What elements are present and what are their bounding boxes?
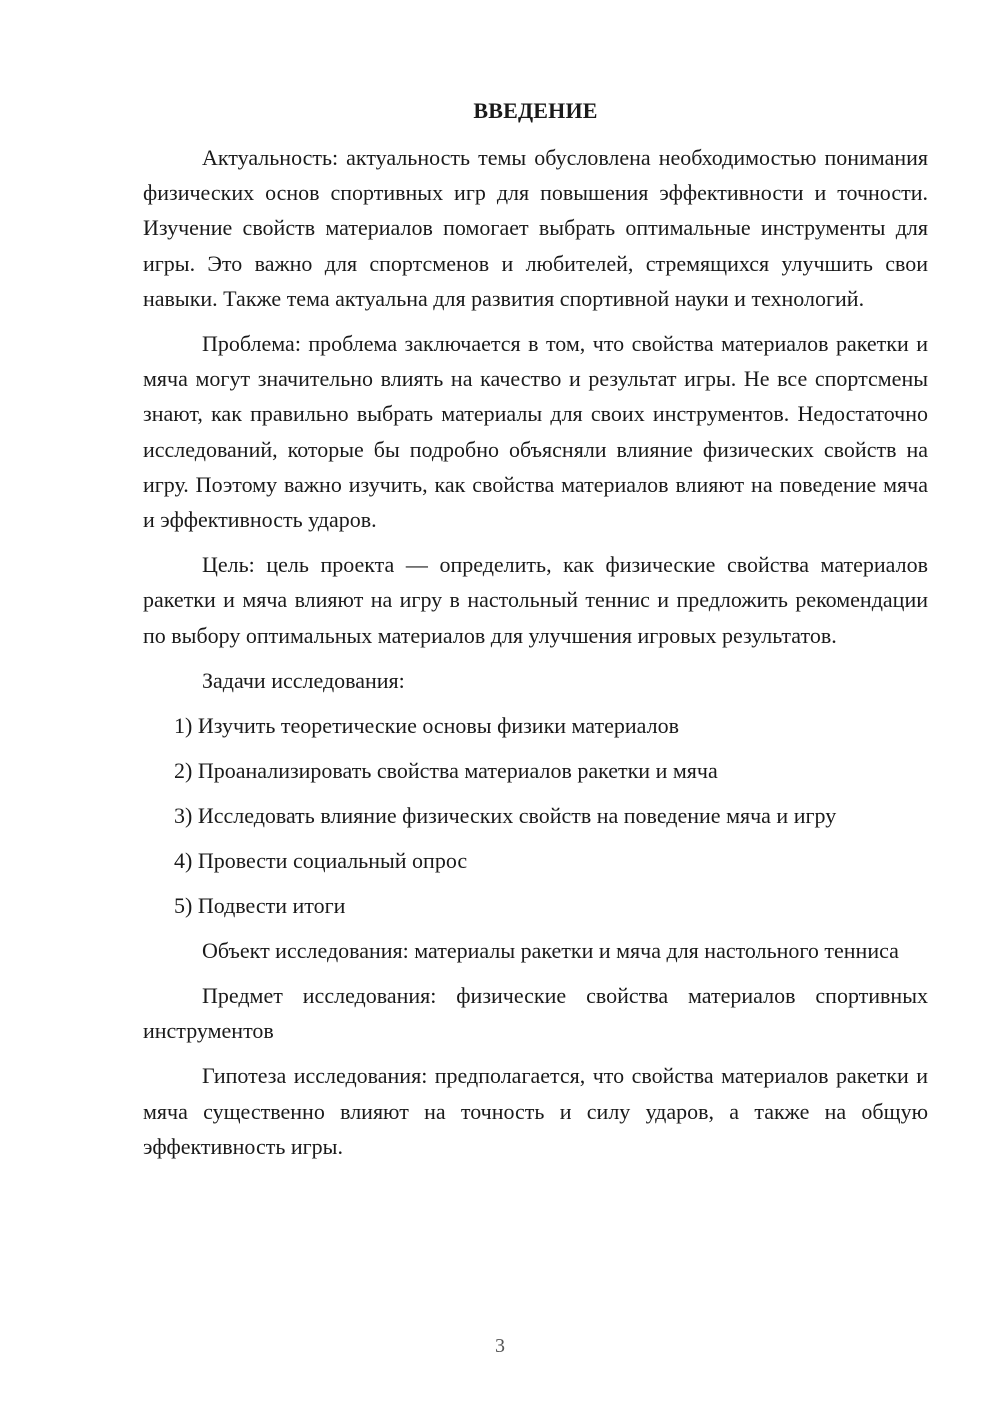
object-paragraph: Объект исследования: материалы ракетки и мяча для настольного тенниса bbox=[202, 937, 899, 963]
section-title: ВВЕДЕНИЕ bbox=[473, 98, 598, 123]
relevance-paragraph: Актуальность: актуальность темы обусловлена необходимостью понимания физических основ спортивных игр для повышения эффективности и точности. Изучение свойств материалов помогает выбрать оптимальные инструменты для игры. Это важно для спортсменов и любителей, стремящихся улучшить свои навыки. Также тема актуальна для развития спортивной науки и технологий. bbox=[143, 145, 928, 311]
goal-paragraph: Цель: цель проекта — определить, как физические свойства материалов ракетки и мяча влияют на игру в настольный теннис и предложить рекомендации по выбору оптимальных материалов для улучшения игровых результатов. bbox=[143, 552, 928, 648]
tasks-heading: Задачи исследования: bbox=[202, 667, 405, 693]
task-item: 4) Провести социальный опрос bbox=[174, 847, 468, 873]
task-item: 2) Проанализировать свойства материалов ракетки и мяча bbox=[174, 757, 718, 783]
subject-paragraph: Предмет исследования: физические свойства материалов спортивных инструментов bbox=[143, 983, 928, 1044]
task-list bbox=[143, 708, 928, 923]
document-page bbox=[143, 96, 928, 1174]
hypothesis-paragraph: Гипотеза исследования: предполагается, что свойства материалов ракетки и мяча существенно влияют на точность и силу ударов, а также на общую эффективность игры. bbox=[143, 1063, 928, 1159]
page-number: 3 bbox=[495, 1335, 505, 1357]
task-item: 3) Исследовать влияние физических свойств на поведение мяча и игру bbox=[174, 802, 837, 828]
task-item: 5) Подвести итоги bbox=[174, 892, 346, 918]
problem-paragraph: Проблема: проблема заключается в том, что свойства материалов ракетки и мяча могут значительно влиять на качество и результат игры. Не все спортсмены знают, как правильно выбрать материалы для своих инструментов. Недостаточно исследований, которые бы подробно объясняли влияние физических свойств на игру. Поэтому важно изучить, как свойства материалов влияют на поведение мяча и эффективность ударов. bbox=[143, 331, 928, 533]
task-item: 1) Изучить теоретические основы физики материалов bbox=[174, 712, 679, 738]
